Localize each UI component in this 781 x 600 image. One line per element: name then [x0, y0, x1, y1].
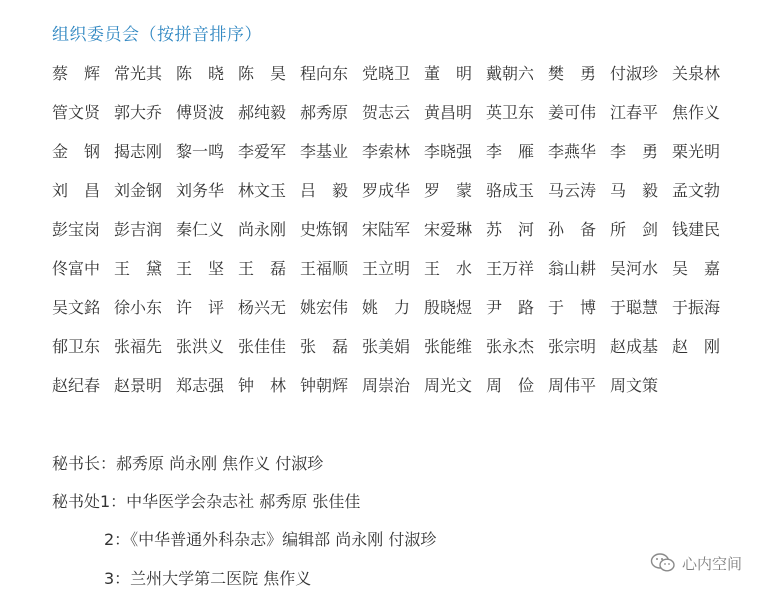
member-name: 吴文銘: [52, 298, 101, 317]
member-name: 王 黛: [114, 259, 163, 278]
member-name: 李 雁: [486, 142, 535, 161]
member-name: 揭志刚: [114, 142, 163, 161]
member-name: 殷晓煜: [424, 298, 473, 317]
member-name: 所 剑: [610, 220, 659, 239]
member-name: 戴朝六: [486, 64, 535, 83]
secretary-general-line: 秘书长：郝秀原 尚永刚 焦作义 付淑珍: [52, 454, 324, 473]
member-name: 常光其: [114, 64, 163, 83]
member-name: 宋爱琳: [424, 220, 473, 239]
member-name: 关泉林: [672, 64, 721, 83]
member-name: 郝纯毅: [238, 103, 287, 122]
member-name: 金 钢: [52, 142, 101, 161]
member-name: 黄昌明: [424, 103, 473, 122]
member-name: 周文策: [610, 376, 659, 395]
member-name: 刘 昌: [52, 181, 101, 200]
secretariat-line-1: 秘书处1：中华医学会杂志社 郝秀原 张佳佳: [52, 492, 361, 511]
member-name: 李索林: [362, 142, 411, 161]
member-name: 刘务华: [176, 181, 225, 200]
member-name: 刘金钢: [114, 181, 163, 200]
member-name: 钟 林: [238, 376, 287, 395]
member-name: 孟文勃: [672, 181, 721, 200]
member-name: 英卫东: [486, 103, 535, 122]
secretariat-line-3: 3：兰州大学第二医院 焦作义: [104, 569, 312, 588]
member-name: 管文贤: [52, 103, 101, 122]
member-name: 罗成华: [362, 181, 411, 200]
member-name: 徐小东: [114, 298, 163, 317]
member-name: 罗 蒙: [424, 181, 473, 200]
member-name: 张永杰: [486, 337, 535, 356]
member-name: 周伟平: [548, 376, 597, 395]
member-name: 姚 力: [362, 298, 411, 317]
watermark-text: 心内空间: [682, 554, 743, 573]
member-name: 赵纪春: [52, 376, 101, 395]
member-name: 彭宝岗: [52, 220, 101, 239]
member-name: 付淑珍: [610, 64, 659, 83]
member-name: 黎一鸣: [176, 142, 225, 161]
member-name: 于振海: [672, 298, 721, 317]
member-name: 周 俭: [486, 376, 535, 395]
member-name: 郭大乔: [114, 103, 163, 122]
member-name: 钱建民: [672, 220, 721, 239]
member-name: 焦作义: [672, 103, 721, 122]
member-name: 樊 勇: [548, 64, 597, 83]
member-name: 于聪慧: [610, 298, 659, 317]
member-name: 马 毅: [610, 181, 659, 200]
member-name: 张 磊: [300, 337, 349, 356]
member-name: 翁山耕: [548, 259, 597, 278]
member-name: 骆成玉: [486, 181, 535, 200]
member-name: 尚永刚: [238, 220, 287, 239]
committee-heading: 组织委员会（按拼音排序）: [52, 25, 262, 45]
member-name: 陈 晓: [176, 64, 225, 83]
member-name: 吴河水: [610, 259, 659, 278]
member-name: 蔡 辉: [52, 64, 101, 83]
member-name: 苏 河: [486, 220, 535, 239]
member-name: 张美娟: [362, 337, 411, 356]
member-name: 傅贤波: [176, 103, 225, 122]
member-name: 张能维: [424, 337, 473, 356]
member-name: 孙 备: [548, 220, 597, 239]
member-name: 张洪义: [176, 337, 225, 356]
member-name: 彭吉润: [114, 220, 163, 239]
member-name: 姚宏伟: [300, 298, 349, 317]
member-name: 张福先: [114, 337, 163, 356]
member-name: 吕 毅: [300, 181, 349, 200]
member-name: 史炼钢: [300, 220, 349, 239]
member-name: 赵 刚: [672, 337, 721, 356]
member-name-grid: [52, 61, 752, 412]
member-name: 李爱军: [238, 142, 287, 161]
member-name: 党晓卫: [362, 64, 411, 83]
member-name: 赵景明: [114, 376, 163, 395]
member-name: 王万祥: [486, 259, 535, 278]
member-name: 钟朝辉: [300, 376, 349, 395]
member-name: 栗光明: [672, 142, 721, 161]
member-name: 王立明: [362, 259, 411, 278]
member-name: 李 勇: [610, 142, 659, 161]
member-name: 于 博: [548, 298, 597, 317]
member-name: 吴 嘉: [672, 259, 721, 278]
member-name: 董 明: [424, 64, 473, 83]
member-name: 尹 路: [486, 298, 535, 317]
secretariat-line-2: 2：《中华普通外科杂志》编辑部 尚永刚 付淑珍: [104, 530, 437, 549]
member-name: 秦仁义: [176, 220, 225, 239]
member-name: 宋陆军: [362, 220, 411, 239]
member-name: 许 评: [176, 298, 225, 317]
member-name: 郝秀原: [300, 103, 349, 122]
member-name: 李燕华: [548, 142, 597, 161]
member-name: 周崇治: [362, 376, 411, 395]
watermark: [650, 552, 742, 574]
member-name: 周光文: [424, 376, 473, 395]
member-name: 江春平: [610, 103, 659, 122]
member-name: 程向东: [300, 64, 349, 83]
member-name: 赵成基: [610, 337, 659, 356]
member-name: 姜可伟: [548, 103, 597, 122]
member-name: 佟富中: [52, 259, 101, 278]
member-name: 马云涛: [548, 181, 597, 200]
wechat-icon: [650, 552, 676, 574]
member-name: 郑志强: [176, 376, 225, 395]
member-name: 李基业: [300, 142, 349, 161]
member-name: 贺志云: [362, 103, 411, 122]
member-name: 王 坚: [176, 259, 225, 278]
member-name: 杨兴无: [238, 298, 287, 317]
member-name: 张佳佳: [238, 337, 287, 356]
member-name: 王 磊: [238, 259, 287, 278]
member-name: 李晓强: [424, 142, 473, 161]
member-name: 林文玉: [238, 181, 287, 200]
member-name: 王 水: [424, 259, 473, 278]
member-name: 王福顺: [300, 259, 349, 278]
member-name: 郁卫东: [52, 337, 101, 356]
member-name: 张宗明: [548, 337, 597, 356]
member-name: 陈 昊: [238, 64, 287, 83]
